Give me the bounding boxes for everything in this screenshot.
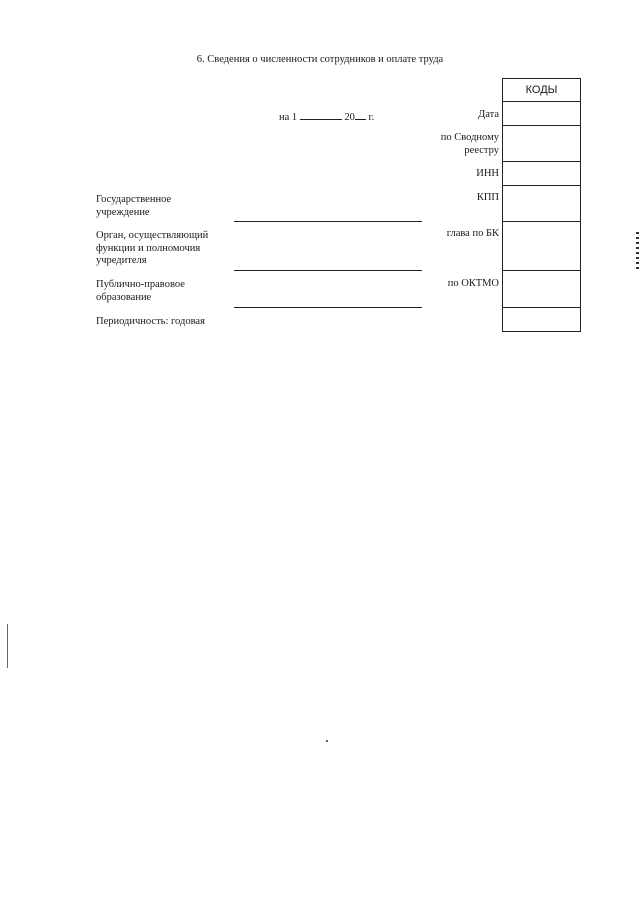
- date-day-month-field[interactable]: [300, 109, 342, 120]
- form-title: 6. Сведения о численности сотрудников и оплате труда: [196, 54, 444, 65]
- institution-label: Государственное учреждение: [96, 194, 172, 218]
- date-year-prefix: 20: [344, 112, 355, 123]
- bk-head-code-label: глава по БК: [446, 228, 499, 239]
- founder-body-label: Орган, осуществляющий функции и полномочия учредителя: [96, 230, 209, 266]
- code-cell-date[interactable]: [503, 102, 580, 126]
- founder-body-field[interactable]: [234, 270, 422, 271]
- date-prefix: на 1: [279, 112, 298, 123]
- code-cell-inn[interactable]: [503, 162, 580, 186]
- periodicity-label: Периодичность: годовая: [96, 316, 205, 327]
- codes-header: КОДЫ: [503, 79, 580, 102]
- code-cell-registry[interactable]: [503, 126, 580, 162]
- scan-left-mark: [7, 624, 8, 668]
- scan-edge-marks: [636, 232, 639, 272]
- public-entity-label: Публично-правовое образование: [96, 279, 185, 303]
- code-cell-kpp[interactable]: [503, 186, 580, 222]
- institution-field[interactable]: [234, 221, 422, 222]
- date-suffix: г.: [368, 112, 375, 123]
- inn-code-label: ИНН: [476, 168, 499, 179]
- date-code-label: Дата: [478, 109, 499, 120]
- scan-dot: [326, 740, 328, 742]
- code-cell-oktmo[interactable]: [503, 271, 580, 308]
- registry-code-label: по Сводному реестру: [440, 132, 499, 156]
- oktmo-code-label: по ОКТМО: [447, 278, 499, 289]
- public-entity-field[interactable]: [234, 307, 422, 308]
- code-cell-periodicity[interactable]: [503, 308, 580, 331]
- report-date-line: [279, 109, 374, 123]
- kpp-code-label: КПП: [476, 192, 499, 203]
- date-year-field[interactable]: [355, 109, 366, 120]
- codes-table: [502, 78, 581, 332]
- code-cell-bk-head[interactable]: [503, 222, 580, 271]
